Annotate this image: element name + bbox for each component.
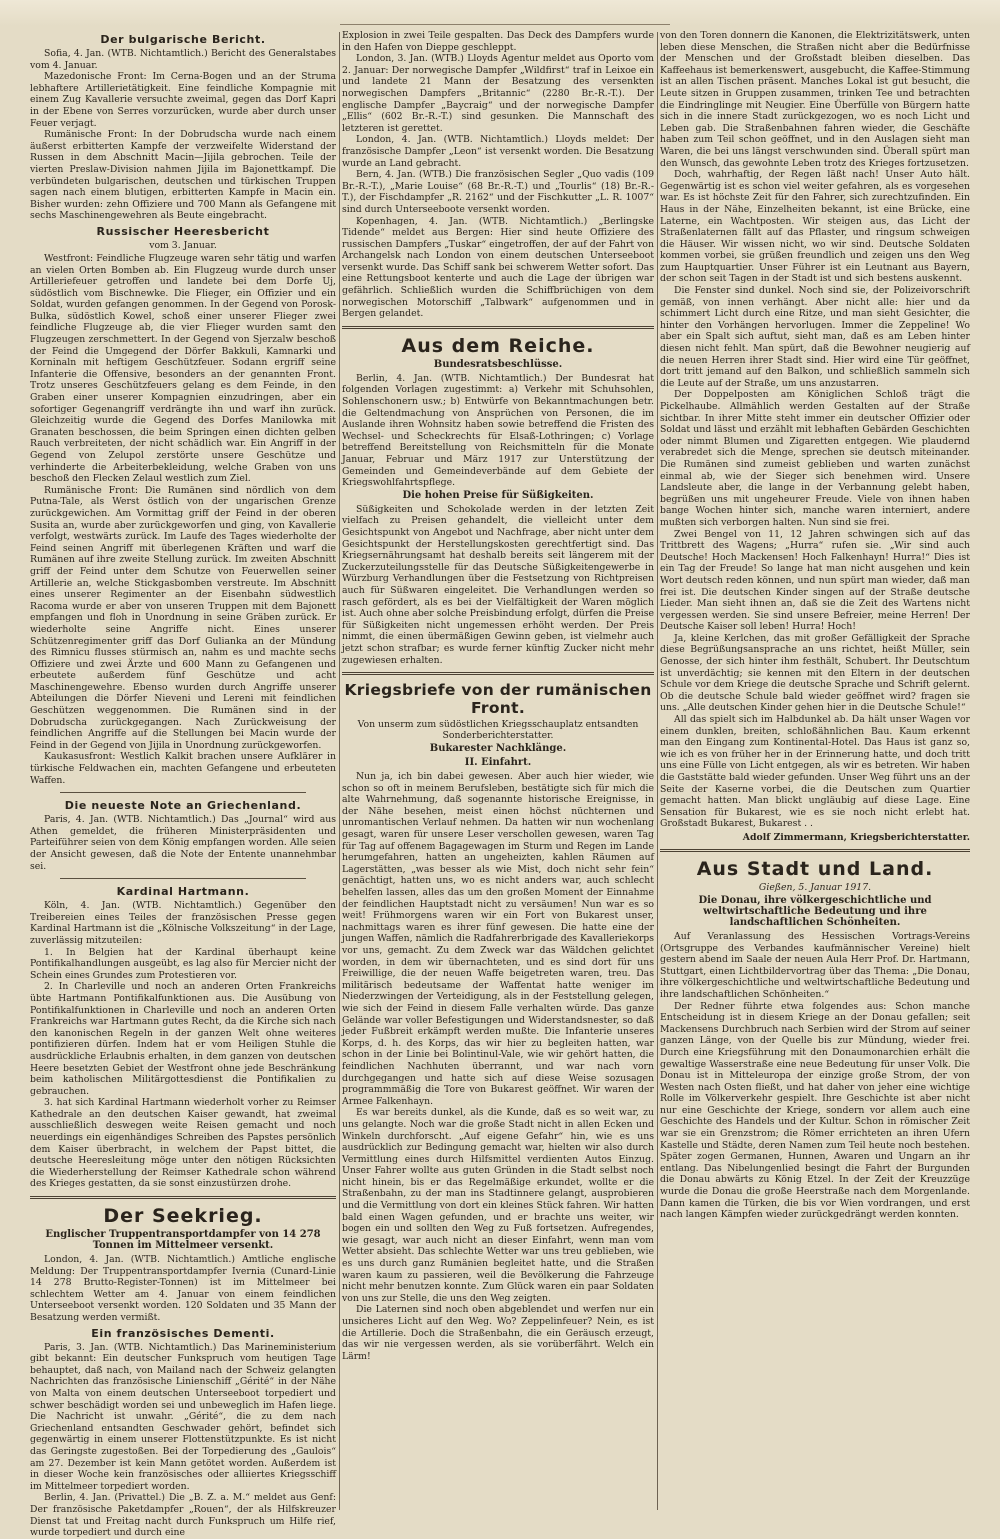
article-paragraph: Zwei Bengel von 11, 12 Jahren schwingen sich auf das Trittbrett des Wagens; „Hurra“ rufen sie. „Wir sind auch Deutsche! Hoch Mackensen! Hoch Falkenhayn! Hurra!“ Dies ist ein Tag der Freude! So lange hat man nicht ausgehen und kein Wort deutsch reden können, und nun spürt man wieder, daß man frei ist. Die deutschen Kinder singen auf der Straße deutsche Lieder. Man sieht ihnen an, daß sie die Zeit des Wartens nicht vergessen werden. Sie sind unsere Befreier, meine Herren! Der Deutsche Kaiser soll leben! Hurra! Hoch! xyxy=(660,528,970,633)
subheadline-entry: II. Einfahrt. xyxy=(464,757,532,769)
article-paragraph: Sofia, 4. Jan. (WTB. Nichtamtlich.) Bericht des Generalstabes vom 4. Januar. xyxy=(30,48,336,71)
subheadline-bucharest: Bukarester Nachklänge. xyxy=(429,743,567,755)
article-paragraph: London, 4. Jan. (WTB. Nichtamtlich.) Amtliche englische Meldung: Der Truppentransportdampfer Ivernia (Cunard-Linie 14 278 Brutto-Register-Tonnen) ist im Mittelmeer bei schlechtem Wetter am 4. Januar von einem feindlichen Unterseeboot versenkt worden. 120 Soldaten und 35 Mann der Besatzung werden vermißt. xyxy=(30,1254,336,1323)
subheadline-danube: Die Donau, ihre völkergeschichtliche und weltwirtschaftliche Bedeutung und ihre landschaftlichen Schönheiten. xyxy=(698,894,932,928)
article-paragraph: 1. In Belgien hat der Kardinal überhaupt keine Pontifikalhandlungen ausgeübt, es lag also für Mercier nicht der Schein eines Grundes zum Protestieren vor. xyxy=(30,946,336,981)
article-paragraph: Doch, wahrhaftig, der Regen läßt nach! Unser Auto hält. Gegenwärtig ist es schon viel weiter gefahren, als es vorgesehen war. Es ist höchste Zeit für den Fahrer, sich zurechtzufinden. Ein Haus in der Nähe, Einzelheiten bekannt, ist eine Brücke, eine Laterne, ein Wachtposten. Wir steigen aus, das Licht der Straßenlaternen fällt auf das Pflaster, und ringsum schweigen die Häuser. Wir wissen nicht, wo wir sind. Deutsche Soldaten kommen vorbei, sie grüßen freundlich und zeigen uns den Weg zum Hauptquartier. Unser Führer ist ein Leutnant aus Bayern, der schon seit Tagen in der Stadt ist und sich bestens auskennt. xyxy=(660,169,970,285)
article-paragraph: Paris, 4. Jan. (WTB. Nichtamtlich.) Das „Journal“ wird aus Athen gemeldet, die früheren Ministerpräsidenten und Parteiführer seien von dem König empfangen worden. Alle seien der Ansicht gewesen, daß die Note der Entente unannehmbar sei. xyxy=(30,814,336,872)
article-paragraph: 2. In Charleville und noch an anderen Orten Frankreichs übte Hartmann Pontifikalfunktionen aus. Die Ausübung von Pontifikalfunktionen in Charleville und noch an anderen Orten Frankreichs war Hartmann gutes Recht, da die Kirche sich nach den kanonischen Regeln in der ganzen Welt ohne weiteres pontifizieren dürfen. Indem hat er vom Heiligen Stuhle die ausdrückliche Erlaubnis erhalten, in dem ganzen von deutschen Heere besetzten Gebiet der Westfront ohne jede Beschränkung beim katholischen Militärgottesdienst die Pontifikalien zu gebrauchen. xyxy=(30,981,336,1097)
headline-war-letters: Kriegsbriefe von der rumänischen Front. xyxy=(344,681,652,718)
section-divider-double xyxy=(342,672,654,675)
subheadline-sweets-prices: Die hohen Preise für Süßigkeiten. xyxy=(402,489,594,501)
column-3 xyxy=(660,30,970,1512)
article-paragraph: Kaukasusfront: Westlich Kalkit brachen unsere Aufklärer in türkische Feldwachen ein, machten Gefangene und erbeuteten Waffen. xyxy=(30,751,336,786)
section-divider-double xyxy=(660,849,970,852)
article-paragraph: Kopenhagen, 4. Jan. (WTB. Nichtamtlich.) „Berlingske Tidende“ meldet aus Bergen: Hier sind heute Offiziere des russischen Dampfers „Tuskar“ eingetroffen, der auf der Fahrt von Archangelsk nach London von einem deutschen Unterseeboot versenkt wurde. Das Schiff sank bei schwerem Wetter sofort. Das eine Rettungsboot kenterte und auch die Lage der übrigen war gefährlich. Schließlich wurden die Schiffbrüchigen von dem norwegischen Motorschiff „Talbwark“ aufgenommen und in Bergen gelandet. xyxy=(342,215,654,320)
headline-russian-report: Russischer Heeresbericht xyxy=(96,224,270,238)
section-divider-double xyxy=(342,326,654,329)
article-paragraph: Nun ja, ich bin dabei gewesen. Aber auch hier wieder, wie schon so oft in meinem Berufsleben, bestätigte sich für mich die alte Wahrnehmung, daß sogenannte historische Ereignisse, in der Nähe besehen, meist einen höchst nüchternen und unromantischen Verlauf nehmen. Da hatten wir nun wochenlang gesagt, waren für unsere Leser verschollen gewesen, waren Tag für Tag auf offenem Bagagewagen im Sturm und Regen im Lande herumgefahren, hatten an ungeheizten, kahlen Räumen auf Lagerstätten, „was besser als wie Mist, doch nicht sehr fein“ genächtigt, hatten uns, wo es nicht anders war, auch schlecht behelfen lassen, alles das um den großen Moment der Einnahme der feindlichen Hauptstadt nicht zu versäumen! Nun war es so weit! Frühmorgens waren wir ein Fort von Bukarest unser, nachmittags waren es ihrer fünf gewesen. Die hatte eine der jungen Waffen, nämlich die Radfahrerbrigade des Kavalleriekorps vor uns, gemacht. Zu dem Zweck war das Wäldchen gelichtet worden, in dem wir übernachteten, und es sind dort für uns Freiwillige, die der neuen Waffe beigetreten waren, treu. Das militärisch bedeutsame der Waffentat hatte weniger im Niederzwingen der Verteidigung, als in der Feststellung gelegen, wie sich der Feind in diesem Falle verhalten würde. Das ganze Gelände war voller Befestigungen und Widerstandsnester, so daß jeder Fußbreit erkämpft werden mußte. Die Infanterie unseres Korps, d. h. des Korps, das wir hier zu begleiten hatten, war schon in der Linie bei Bolintinul-Vale, wie wir gehört hatten, die feindlichen Nachhuten überrannt, und war nach vorn durchgegangen und hatte sich auf diese Weise sozusagen programmmäßig die Tore von Bukarest geöffnet. Wir waren der Armee Falkenhayn. xyxy=(342,771,654,1107)
article-paragraph: Berlin, 4. Jan. (WTB. Nichtamtlich.) Der Bundesrat hat folgenden Vorlagen zugestimmt: a) Verkehr mit Schuhsohlen, Sohlenschonern usw.; b) Entwürfe von Bekanntmachungen betr. die Geltendmachung von Ansprüchen von Personen, die im Auslande ihren Wohnsitz haben sowie betreffend die Fristen des Wechsel- und Scheckrechts für Elsaß-Lothringen; c) Vorlage betreffend Bereitstellung von Reichsmitteln für die Monate Januar, Februar und März 1917 zur Unterstützung der Gemeinden und Gemeindeverbände auf dem Gebiete der Kriegswohlfahrtspflege. xyxy=(342,372,654,489)
article-paragraph: Der Doppelposten am Königlichen Schloß trägt die Pickelhaube. Allmählich werden Gestalten auf der Straße sichtbar. In ihrer Mitte steht immer ein deutscher Offizier oder Soldat und lässt und erzählt mit lebhaften Gebärden Geschichten oder nimmt Blumen und Zigaretten entgegen. Wie plaudernd verabredet sich die Menge, sprechen sie deutsch miteinander. Die Rumänen sind zumeist geblieben und warten zunächst einmal ab, wie der Sieger sich benehmen wird. Unsere Landsleute aber, die lange in der Verbannung gelebt haben, begrüßen uns mit ungeheurer Freude. Viele von ihnen haben bange Wochen hinter sich, manche waren interniert, andere mußten sich verborgen halten. Nun sind sie frei. xyxy=(660,389,970,528)
article-paragraph: Explosion in zwei Teile gespalten. Das Deck des Dampfers wurde in den Hafen von Dieppe geschleppt. xyxy=(342,30,654,53)
section-divider xyxy=(60,792,306,793)
subheadline-date: vom 3. Januar. xyxy=(149,239,217,251)
headline-naval-war: Der Seekrieg. xyxy=(103,1205,263,1228)
article-paragraph: Auf Veranlassung des Hessischen Vortrags-Vereins (Ortsgruppe des Verbandes kaufmännischer Vereine) hielt gestern abend im Saale der neuen Aula Herr Prof. Dr. Hartmann, Stuttgart, einen Lichtbildervortrag über das Thema: „Die Donau, ihre völkergeschichtliche und weltwirtschaftliche Bedeutung und ihre landschaftlichen Schönheiten.“ xyxy=(660,930,970,1000)
column-rule-2 xyxy=(657,32,658,1510)
article-paragraph: Mazedonische Front: Im Cerna-Bogen und an der Struma lebhaftere Artillerietätigkeit. Eine feindliche Kompagnie mit einem Zug Kavallerie versuchte zweimal, gegen das Dorf Kapri in der Ebene von Serres vorzurücken, wurde aber durch unser Feuer verjagt. xyxy=(30,71,336,129)
article-paragraph: London, 4. Jan. (WTB. Nichtamtlich.) Lloyds meldet: Der französische Dampfer „Leon“ ist versenkt worden. Die Besatzung wurde an Land gebracht. xyxy=(342,134,654,169)
article-paragraph: Rumänische Front: In der Dobrudscha wurde nach einem äußerst erbitterten Kampfe der verzweifelte Widerstand der Russen in dem Abschnitt Macin—Jijila gebrochen. Teile der vierten Preslaw-Division nahmen Jijila im Bajonettkampf. Die verbündeten bulgarischen, deutschen und türkischen Truppen sagen nach einem blutigen, erbitterten Kampfe in Macin ein. Bisher wurden: zehn Offiziere und 700 Mann als Gefangene mit sechs Maschinengewehren als Beute eingebracht. xyxy=(30,129,336,222)
headline-from-the-reich: Aus dem Reiche. xyxy=(401,334,595,357)
column-rule-1 xyxy=(339,32,340,1510)
dateline: Gießen, 5. Januar 1917. xyxy=(758,881,872,893)
article-paragraph: Berlin, 4. Jan. (Privattel.) Die „B. Z. a. M.“ meldet aus Genf: Der französische Paketdampfer „Rouen“, der als Hilfskreuzer Dienst tat und Freitag nacht durch Funkspruch um Hilfe rief, wurde torpediert und durch eine xyxy=(30,1492,336,1539)
article-paragraph: von den Toren donnern die Kanonen, die Elektrizitätswerk, unten leben diese Menschen, die Straßen nicht aber die Bedürfnisse der Menschen und der Großstadt bleiben dieselben. Das Kaffeehaus ist bemerkenswert, ausgebucht, die Kaffee-Stimmung ist an allen Tischen präsent. Manches Lokal ist gut besucht, die Leute sitzen in Gruppen zusammen, trinken Tee und betrachten die Eindringlinge mit Neugier. Eine Überfülle von Bürgern hatte sich in die innere Stadt zurückgezogen, wo es noch Licht und Leben gab. Die Straßenbahnen fahren wieder, die Geschäfte haben zum Teil schon geöffnet, und in den Auslagen sieht man Waren, die bei uns längst verschwunden sind. Überall spürt man den Wunsch, das gewohnte Leben trotz des Krieges fortzusetzen. xyxy=(660,30,970,169)
section-divider-double xyxy=(30,1196,336,1199)
subheadline-troopship: Englischer Truppentransportdampfer von 14 278 Tonnen im Mittelmeer versenkt. xyxy=(45,1229,321,1252)
article-paragraph: 3. hat sich Kardinal Hartmann wiederholt vorher zu Reimser Kathedrale an den deutschen Kaiser gewandt, hat zweimal ausschließlich deswegen weite Reisen gemacht und noch neuerdings ein eigenhändiges Schreiben des Papstes persönlich dem Kaiser überbracht, in welchem der Papst bittet, die deutsche Heeresleitung möge unter den nötigen Rücksichten die Wiederherstellung der Reimser Kathedrale schon während des Krieges gestatten, da sie sonst einzustürzen drohe. xyxy=(30,1097,336,1190)
article-paragraph: Ja, kleine Kerlchen, das mit großer Gefälligkeit der Sprache diese Begrüßungsansprache an uns richtet, heißt Müller, sein Genosse, der sich hinter ihm festhält, Schubert. Ihr Deutschtum ist unverdächtig; sie kennen mit den Eltern in der deutschen Schule vor dem Kriege die deutsche Sprache und Schrift gelernt. Ob die deutsche Schule bald wieder geöffnet wird? fragen sie uns. „Alle deutschen Kinder gehen hier in die Deutsche Schule!“ xyxy=(660,632,970,714)
article-paragraph: Westfront: Feindliche Flugzeuge waren sehr tätig und warfen an vielen Orten Bomben ab. Ein Flugzeug wurde durch unser Artilleriefeuer getroffen und landete bei dem Dorfe Uj, südöstlich vom Bischnewke. Die Flieger, ein Offizier und ein Soldat, wurden gefangen genommen. In der Gegend von Porosk-Bulka, südöstlich Kowel, schoß einer unserer Flieger zwei feindliche Flugzeuge ab, die vier Flieger wurden samt den Flugzeugen zerschmettert. In der Gegend von Sjerzalw beschoß der Feind die Umgegend der Dörfer Bakkuli, Kamnarki und Korninaln mit heftigem Geschützfeuer. Sodann ergriff seine Infanterie die Offensive, besonders an der genannten Front. Trotz unseres Geschützfeuers gelang es dem Feinde, in den Graben einer unserer Kompagnien einzudringen, aber ein sofortiger Gegenangriff verdrängte ihn und warf ihn zurück. Gleichzeitig wurde die Gegend des Dorfes Manilowka mit Granaten beschossen, die beim Springen einen dichten gelben Rauch verbreiteten, der nicht schädlich war. Ein Angriff in der Gegend von Zelupol zerstörte unsere Geschütze und verhinderte die Arbeiterbekleidung, welche Graben von uns beschoß den Flecken Zelaul westlich zum Ziel. xyxy=(30,252,336,485)
paper-top-edge xyxy=(0,0,1000,26)
article-paragraph: Köln, 4. Jan. (WTB. Nichtamtlich.) Gegenüber den Treibereien eines Teiles der französischen Presse gegen Kardinal Hartmann ist die „Kölnische Volkszeitung“ in der Lage, zuverlässig mitzuteilen: xyxy=(30,900,336,946)
article-paragraph: London, 3. Jan. (WTB.) Lloyds Agentur meldet aus Oporto vom 2. Januar: Der norwegische Dampfer „Wildfirst“ traf in Leixoe ein und landete 21 Mann der Besatzung des versenkten norwegischen Dampfers „Britannic“ (2280 Br.-R.-T.). Der englische Dampfer „Baycraig“ und der norwegische Dampfer „Ellis“ (602 Br.-R.-T.) sind gesunken. Die Mannschaft des letzteren ist gerettet. xyxy=(342,53,654,134)
article-paragraph: Die Fenster sind dunkel. Noch sind sie, der Polizeivorschrift gemäß, von innen verhängt. Aber nicht alle: hier und da schimmert Licht durch eine Ritze, und man sieht Gesichter, die hinter den Vorhängen hervorlugen. Immer die Zeppeline! Wo aber ein Spalt sich auftut, sieht man, daß es am Leben hinter diesen nicht fehlt. Man spürt, daß die Bewohner neugierig auf die neuen Herren ihrer Stadt sind. Hier wird eine Tür geöffnet, dort tritt jemand auf den Balkon, und schließlich sammeln sich die Leute auf der Straße, um uns anzustarren. xyxy=(660,285,970,389)
headline-city-and-country: Aus Stadt und Land. xyxy=(696,857,934,880)
article-paragraph: Rumänische Front: Die Rumänen sind nördlich von dem Putna-Tale, als Werst östlich von der ungarischen Grenze zurückgewichen. Am Vormittag griff der Feind in der oberen Susita an, wurde aber zurückgeworfen und ging, von Kavallerie verfolgt, westwärts zurück. Im Laufe des Tages wiederholte der Feind seinen Angriff mit überlegenen Kräften und warf die Rumänen auf ihre zweite Stellung zurück. Im zweiten Abschnitt griff der Feind unter dem Schutze von Feuerwellen seiner Artillerie an, welche Stickgasbomben verstreute. Im Abschnitt eines unserer Regimenter an der Eisenbahn südwestlich Racoma wurde er aber von unseren Truppen mit dem Bajonett empfangen und floh in Unordnung in seine Gräben zurück. Er wiederholte seine Angriffe nicht. Eines unserer Schützenregimenter griff das Dorf Gulianka an der Mündung des Rimnicu flusses stürmisch an, nahm es und machte sechs Offiziere und zwei Ärzte und 600 Mann zu Gefangenen und erbeutete außerdem fünf Geschütze und acht Maschinengewehre. Ebenso wurden durch Angriffe unserer Abteilungen die Dörfer Nieveni und Lereni mit feindlichen Geschützen weggenommen. Die Rumänen sind in der Dobrudscha zurückgegangen. Nach Zurückweisung der feindlichen Angriffe auf die Stellungen bei Macin wurde der Feind in der Gegend von Jijila in Unordnung zurückgeworfen. xyxy=(30,484,336,751)
subheadline-bundesrat: Bundesratsbeschlüsse. xyxy=(433,358,563,370)
byline-signature: Adolf Zimmermann, Kriegsberichterstatter. xyxy=(742,831,970,843)
article-paragraph: Bern, 4. Jan. (WTB.) Die französischen Segler „Quo vadis (109 Br.-R.-T.), „Marie Louise“ (68 Br.-R.-T.) und „Tourlis“ (18) Br.-R.-T.), der Fischdampfer „R. 2162“ und der Fischkutter „L. R. 1007“ sind durch Unterseeboote versenkt worden. xyxy=(342,169,654,215)
article-paragraph: Paris, 3. Jan. (WTB. Nichtamtlich.) Das Marineministerium gibt bekannt: Ein deutscher Funkspruch vom heutigen Tage behauptet, daß nach, von Mailand nach der Schweiz gelangten Nachrichten das französische Linienschiff „Gérité“ in der Nähe von Malta von einem deutschen Unterseeboot torpediert und schwer beschädigt worden sei und unbeweglich im Hafen liege. Die Nachricht ist unwahr. „Gérité“, die zu dem nach Griechenland entsandten Geschwader gehört, befindet sich gegenwärtig in einem unserer Flottenstützpunkte. Es ist nicht das Geringste zugestoßen. Bei der Torpedierung des „Gaulois“ am 27. Dezember ist kein Mann getötet worden. Außerdem ist in dieser Woche kein französisches oder alliiertes Kriegsschiff im Mittelmeer torpediert worden. xyxy=(30,1341,336,1492)
article-paragraph: Die Laternen sind noch oben abgeblendet und werfen nur ein unsicheres Licht auf den Weg. Wo? Zeppelinfeuer? Nein, es ist die Artillerie. Doch die Straßenbahn, die ein Geräusch erzeugt, das wir nie vergessen werden, als sie vorüberfährt. Welch ein Lärm! xyxy=(342,1304,654,1362)
headline-french-denial: Ein französisches Dementi. xyxy=(91,1326,275,1340)
column-2 xyxy=(342,30,654,1512)
subheadline-correspondent: Von unserm zum südöstlichen Kriegsschauplatz entsandten Sonderberichterstatter. xyxy=(357,719,639,742)
article-paragraph: All das spielt sich im Halbdunkel ab. Da hält unser Wagen vor einem dunklen, breiten, schloßähnlichen Bau. Kaum erkennt man den Eingang zum Kontinental-Hotel. Das Haus ist ganz so, wie ich es von früher her in der Erinnerung hatte, und doch tritt uns eine Fülle von Licht entgegen, als wir es betreten. Wir haben die Gaststätte bald wieder gefunden. Unser Weg führt uns an der Seite der Kaserne vorbei, die die Deutschen zum Quartier gemacht hatten. Man blickt ungläubig auf diese Lage. Eine Sensation für Bukarest, wie es sie noch nicht erlebt hat. Großstadt Bukarest, Bukarest . . xyxy=(660,714,970,830)
column-1 xyxy=(30,30,336,1539)
article-paragraph: Es war bereits dunkel, als die Kunde, daß es so weit war, zu uns gelangte. Noch war die große Stadt nicht in allen Ecken und Winkeln durchforscht. „Auf eigene Gefahr“ hin, wie es uns ausdrücklich zur Bedingung gemacht war, hielten wir also durch Vermittlung eines durch Hilfsmittel verdienten Autos Einzug. Unser Fahrer wollte aus guten Gründen in die Stadt selbst noch nicht hinein, bis er das Regelmäßige erkundet, wollte er die Straßenbahn, zu der man ins Stadtinnere gelangt, ausprobieren und die Vermittlung von dort ein kleines Stück fahren. Wir hatten bald einen Wagen gefunden, und er brachte uns weiter, wir bogen ein und sollten den Weg zu Fuß fortsetzen. Aufregendes, wie gesagt, war auch nicht an dieser Einfahrt, wenn man vom Wetter absieht. Das schlechte Wetter war uns treu geblieben, wie es uns durch ganz Rumänien begleitet hatte, und die Straßen waren kaum zu passieren, weil die Bevölkerung die Fahrzeuge nicht mehr benutzen konnte. Zum Glück waren ein paar Soldaten von uns zur Stelle, die uns den Weg zeigten. xyxy=(342,1107,654,1304)
article-paragraph: Süßigkeiten und Schokolade werden in der letzten Zeit vielfach zu Preisen gehandelt, die vielleicht unter dem Gesichtspunkt von Angebot und Nachfrage, aber nicht unter dem Gesichtspunkt der Herstellungskosten gerechtfertigt sind. Das Kriegsernährungsamt hat deshalb bereits seit längerem mit der Zuckerzuteilungsstelle für das Deutsche Süßigkeitengewerbe in Würzburg Verhandlungen über die Festsetzung von Richtpreisen auch für Süßwaren eingeleitet. Die Verhandlungen werden so rasch gefördert, als es bei der Vielfältigkeit der Waren möglich ist. Auch ohne aber solche Preisbindung erfolgt, dürfen die Preise für Süßigkeiten nicht ungemessen erhöht werden. Der Preis nimmt, die einen übermäßigen Gewinn geben, ist vielmehr auch jetzt schon strafbar; es wurde ferner künftig Zucker nicht mehr zugewiesen erhalten. xyxy=(342,503,655,666)
headline-bulgarian-report: Der bulgarische Bericht. xyxy=(100,33,266,46)
section-divider xyxy=(60,878,306,879)
headline-greece-note: Die neueste Note an Griechenland. xyxy=(64,799,302,813)
headline-cardinal: Kardinal Hartmann. xyxy=(116,885,250,899)
article-paragraph: Der Redner führte etwa folgendes aus: Schon manche Entscheidung ist in diesem Kriege an der Donau gefallen; seit Mackensens Durchbruch nach Serbien wird der Strom auf seiner ganzen Länge, von der Quelle bis zur Mündung, wieder frei. Durch eine Kriegsführung mit den Donaumonarchien erhält die gewaltige Wasserstraße eine neue Bedeutung für unser Volk. Die Donau ist in Mitteleuropa der einzige große Strom, der von Westen nach Osten fließt, und hat daher von jeher eine wichtige Rolle im Völkerverkehr gespielt. Ihre Geschichte ist aber nicht nur eine Geschichte der Kriege, sondern vor allem auch eine Geschichte des Handels und der Kultur. Schon in römischer Zeit war sie ein Grenzstrom; die Römer errichteten an ihren Ufern Kastelle und Städte, deren Namen zum Teil heute noch bestehen. Später zogen Germanen, Hunnen, Awaren und Ungarn an ihr entlang. Das Nibelungenlied besingt die Fahrt der Burgunden die Donau abwärts zu König Etzel. In der Zeit der Kreuzzüge wurde die Donau die große Heerstraße nach dem Morgenlande. Dann kamen die Türken, die bis vor Wien vordrangen, und erst nach langen Kämpfen wieder zurückgedrängt werden konnten. xyxy=(660,1000,970,1221)
